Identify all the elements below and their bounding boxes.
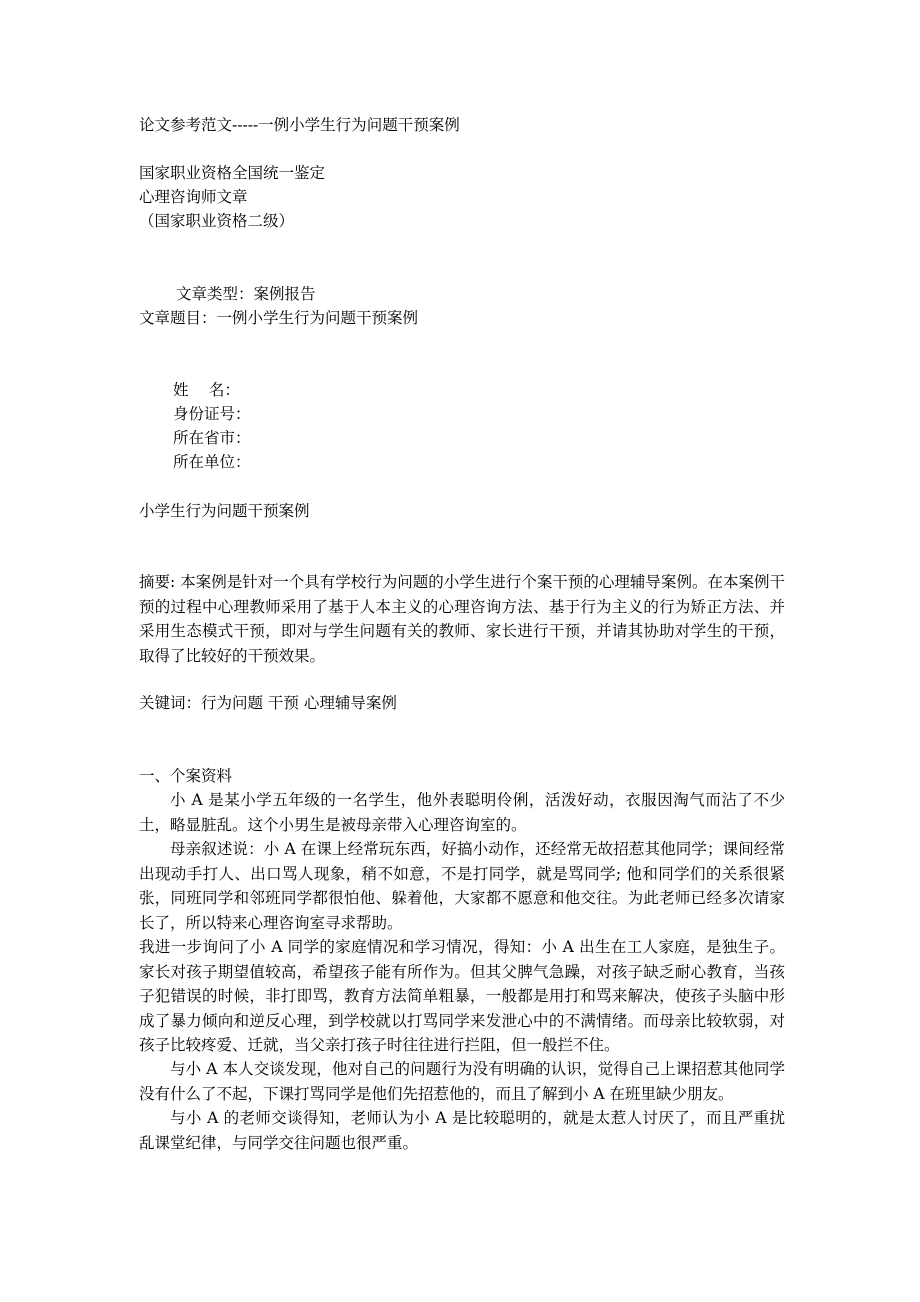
case-section-heading: 一、个案资料 <box>139 767 233 785</box>
article-type: 文章类型：案例报告 <box>176 285 316 303</box>
id-number-label: 身份证号： <box>173 405 251 423</box>
certification-line: 国家职业资格全国统一鉴定 <box>139 164 326 182</box>
case-paragraph-3: 我进一步询问了小 A 同学的家庭情况和学习情况，得知：小 A 出生在工人家庭，是独生子。家长对孩子期望值较高，希望孩子能有所作为。但其父脾气急躁，对孩子缺乏耐心教育，当孩子犯错误的时候，非打即骂，教育方法简单粗暴，一般都是用打和骂来解决，使孩子头脑中形成了暴力倾向和逆反心理，到学校就以打骂同学来发泄心中的不满情绪。而母亲比较软弱，对孩子比较疼爱、迁就，当父亲打孩子时往往进行拦阻，但一般拦不住。 <box>139 938 785 1054</box>
article-title-line: 文章题目：一例小学生行为问题干预案例 <box>139 309 419 327</box>
abstract-paragraph: 摘要: 本案例是针对一个具有学校行为问题的小学生进行个案干预的心理辅导案例。在本案例干预的过程中心理教师采用了基于人本主义的心理咨询方法、基于行为主义的行为矫正方法、并采用生态模式干预，即对与学生问题有关的教师、家长进行干预，并请其协助对学生的干预，取得了比较好的干预效果。 <box>139 573 785 665</box>
organization-label: 所在单位： <box>173 453 251 471</box>
qualification-level-line: （国家职业资格二级） <box>139 212 295 230</box>
keywords-line: 关键词：行为问题 干预 心理辅导案例 <box>139 694 397 712</box>
article-category-line: 心理咨询师文章 <box>139 188 248 206</box>
case-paragraph-1: 小 A 是某小学五年级的一名学生，他外表聪明伶俐，活泼好动，衣服因淘气而沾了不少土，略显脏乱。这个小男生是被母亲带入心理咨询室的。 <box>139 791 785 834</box>
province-city-label: 所在省市： <box>173 429 251 447</box>
case-paragraph-2: 母亲叙述说：小 A 在课上经常玩东西，好搞小动作，还经常无故招惹其他同学；课间经常出现动手打人、出口骂人现象，稍不如意，不是打同学，就是骂同学; 他和同学们的关系很紧张，同班同学和邻班同学都很怕他、躲着他，大家都不愿意和他交往。为此老师已经多次请家长了，所以特来心理咨询室寻求帮助。 <box>139 840 785 932</box>
case-paragraph-5: 与小 A 的老师交谈得知，老师认为小 A 是比较聪明的，就是太惹人讨厌了，而且严重扰乱课堂纪律，与同学交往问题也很严重。 <box>139 1109 785 1152</box>
case-paragraph-4: 与小 A 本人交谈发现，他对自己的问题行为没有明确的认识，觉得自己上课招惹其他同学没有什么了不起，下课打骂同学是他们先招惹他的，而且了解到小 A 在班里缺少朋友。 <box>139 1060 785 1103</box>
section-title: 小学生行为问题干预案例 <box>139 502 310 520</box>
name-label: 姓 名： <box>173 381 240 399</box>
document-title: 论文参考范文-----一例小学生行为问题干预案例 <box>139 116 460 134</box>
